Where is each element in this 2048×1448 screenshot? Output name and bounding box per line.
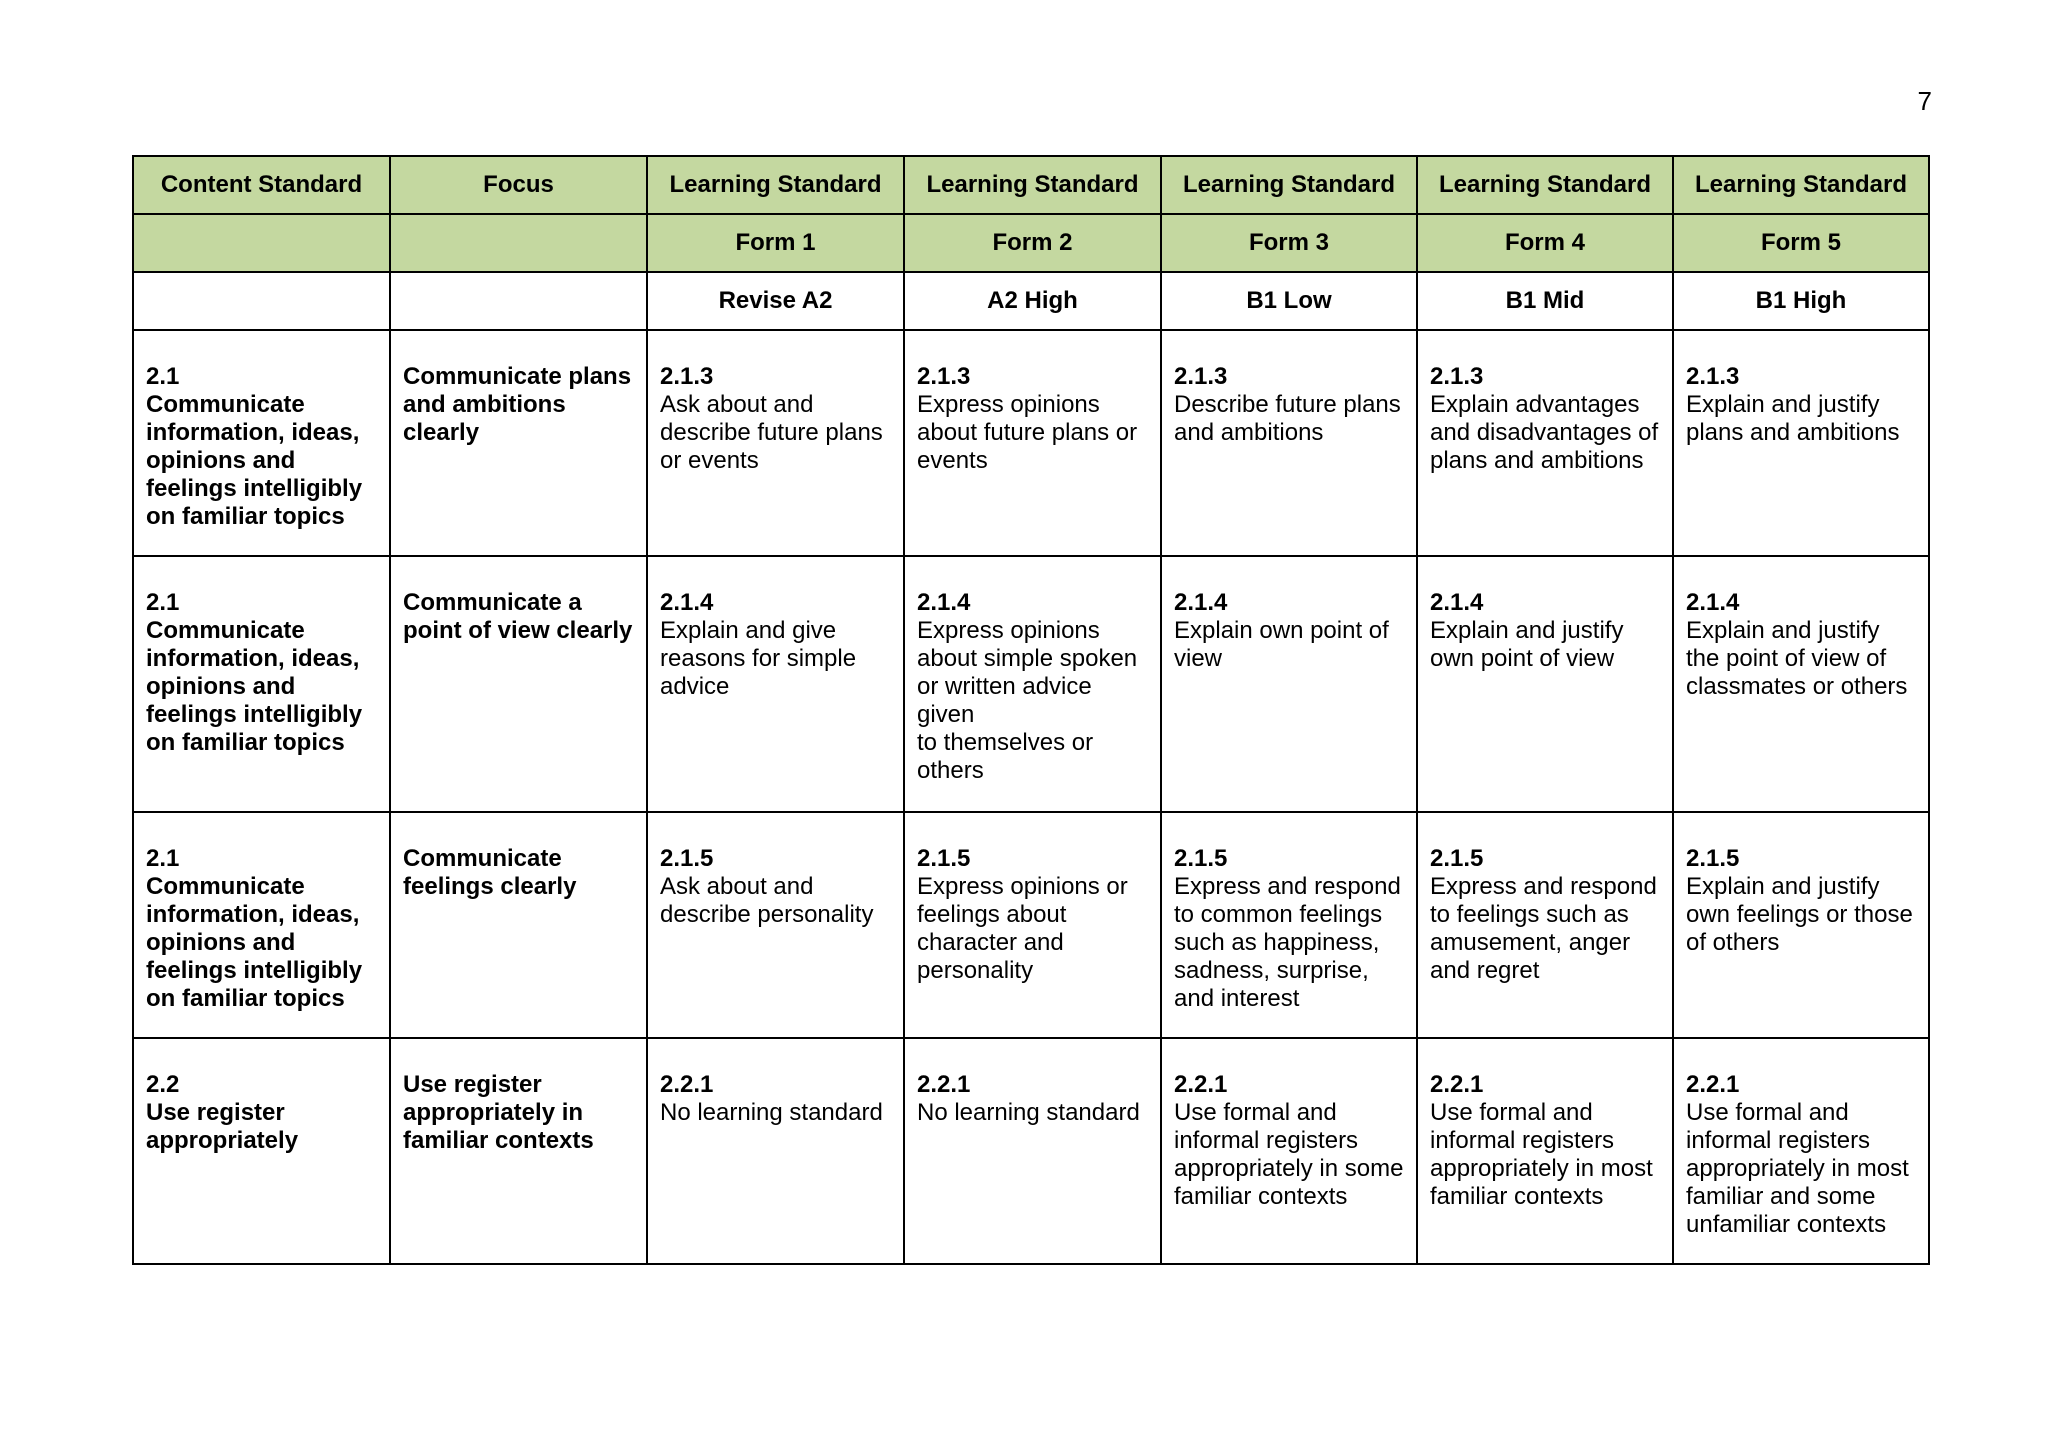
learning-standard-text: Explain advantages and disadvantages of plans and ambitions <box>1430 391 1659 474</box>
learning-standard-cell <box>647 556 904 812</box>
learning-standard-text: Express opinions about future plans or events <box>917 391 1138 474</box>
level-label: A2 High <box>904 272 1161 330</box>
learning-standard-cell <box>647 812 904 1038</box>
learning-standard-code: 2.1.5 <box>1430 845 1484 872</box>
learning-standard-code: 2.1.3 <box>1686 363 1740 390</box>
form-label: Form 3 <box>1161 214 1417 272</box>
level-row-empty <box>133 272 390 330</box>
form-label: Form 2 <box>904 214 1161 272</box>
learning-standard-code: 2.1.4 <box>917 589 971 616</box>
header-row <box>133 156 1929 214</box>
learning-standard-text: No learning standard <box>917 1099 1140 1126</box>
focus-cell <box>390 1038 647 1264</box>
header-learning-standard: Learning Standard <box>647 156 904 214</box>
content-standard-text: Communicate information, ideas, opinions and feelings intelligibly on familiar topics <box>146 617 363 756</box>
learning-standard-text: Explain and justify own point of view <box>1430 617 1624 672</box>
focus-cell <box>390 330 647 556</box>
learning-standard-code: 2.1.3 <box>1430 363 1484 390</box>
learning-standard-text: Explain and give reasons for simple advice <box>660 617 857 700</box>
learning-standard-code: 2.2.1 <box>1174 1071 1228 1098</box>
header-learning-standard: Learning Standard <box>1417 156 1673 214</box>
form-label: Form 4 <box>1417 214 1673 272</box>
learning-standards-table <box>132 155 1930 1265</box>
level-label: B1 High <box>1673 272 1929 330</box>
header-learning-standard: Learning Standard <box>1161 156 1417 214</box>
learning-standard-cell <box>1161 330 1417 556</box>
content-standard-code: 2.1 <box>146 589 180 616</box>
table-row <box>133 556 1929 812</box>
learning-standard-text: Ask about and describe personality <box>660 873 874 928</box>
learning-standard-code: 2.1.5 <box>1174 845 1228 872</box>
learning-standard-text: Ask about and describe future plans or events <box>660 391 883 474</box>
learning-standard-text: Explain own point of view <box>1174 617 1389 672</box>
learning-standard-cell <box>1161 556 1417 812</box>
learning-standard-text: Express opinions or feelings about character and personality <box>917 873 1128 984</box>
focus-cell <box>390 812 647 1038</box>
table-row <box>133 330 1929 556</box>
learning-standard-text: No learning standard <box>660 1099 883 1126</box>
learning-standard-cell <box>647 330 904 556</box>
focus-text: Communicate plans and ambitions clearly <box>403 363 632 446</box>
content-standard-cell <box>133 812 390 1038</box>
learning-standard-code: 2.2.1 <box>660 1071 714 1098</box>
content-standard-text: Communicate information, ideas, opinions and feelings intelligibly on familiar topics <box>146 873 363 1012</box>
learning-standard-cell <box>904 556 1161 812</box>
learning-standard-cell <box>1673 812 1929 1038</box>
learning-standard-code: 2.1.3 <box>660 363 714 390</box>
focus-text: Communicate feelings clearly <box>403 845 577 900</box>
learning-standard-code: 2.1.4 <box>1174 589 1228 616</box>
learning-standard-cell <box>1417 556 1673 812</box>
learning-standard-cell <box>1417 812 1673 1038</box>
level-label: B1 Low <box>1161 272 1417 330</box>
focus-text: Communicate a point of view clearly <box>403 589 633 644</box>
learning-standard-text: Use formal and informal registers appropriately in some familiar contexts <box>1174 1099 1404 1210</box>
form-row-empty <box>133 214 390 272</box>
header-learning-standard: Learning Standard <box>904 156 1161 214</box>
learning-standard-code: 2.1.4 <box>660 589 714 616</box>
content-standard-text: Use register appropriately <box>146 1099 299 1154</box>
learning-standard-code: 2.1.5 <box>917 845 971 872</box>
learning-standard-text: Use formal and informal registers appropriately in most familiar contexts <box>1430 1099 1653 1210</box>
learning-standard-code: 2.1.3 <box>1174 363 1228 390</box>
content-standard-cell <box>133 330 390 556</box>
learning-standard-code: 2.1.5 <box>1686 845 1740 872</box>
learning-standard-code: 2.1.3 <box>917 363 971 390</box>
learning-standard-cell <box>1673 1038 1929 1264</box>
learning-standard-cell <box>1673 556 1929 812</box>
content-standard-cell <box>133 1038 390 1264</box>
content-standard-code: 2.1 <box>146 363 180 390</box>
learning-standard-code: 2.2.1 <box>1430 1071 1484 1098</box>
learning-standard-cell <box>904 1038 1161 1264</box>
learning-standard-cell <box>904 330 1161 556</box>
learning-standard-cell <box>1417 1038 1673 1264</box>
learning-standard-text: Describe future plans and ambitions <box>1174 391 1401 446</box>
page-number: 7 <box>1917 86 1932 116</box>
learning-standard-code: 2.1.4 <box>1430 589 1484 616</box>
content-standard-code: 2.2 <box>146 1071 180 1098</box>
learning-standard-cell <box>1161 1038 1417 1264</box>
table-row <box>133 812 1929 1038</box>
learning-standard-text: Express and respond to common feelings such as happiness, sadness, surprise, and interest <box>1174 873 1401 1012</box>
learning-standard-cell <box>1417 330 1673 556</box>
level-label: B1 Mid <box>1417 272 1673 330</box>
header-focus: Focus <box>390 156 647 214</box>
learning-standard-text: Explain and justify the point of view of classmates or others <box>1686 617 1908 700</box>
learning-standard-cell <box>647 1038 904 1264</box>
header-learning-standard: Learning Standard <box>1673 156 1929 214</box>
learning-standard-text: Explain and justify plans and ambitions <box>1686 391 1900 446</box>
learning-standard-cell <box>904 812 1161 1038</box>
form-row <box>133 214 1929 272</box>
learning-standard-code: 2.2.1 <box>917 1071 971 1098</box>
learning-standard-text: Explain and justify own feelings or those of others <box>1686 873 1913 956</box>
table-row <box>133 1038 1929 1264</box>
content-standard-code: 2.1 <box>146 845 180 872</box>
level-row <box>133 272 1929 330</box>
learning-standard-text: Use formal and informal registers appropriately in most familiar and some unfamiliar contexts <box>1686 1099 1909 1238</box>
learning-standard-code: 2.1.4 <box>1686 589 1740 616</box>
level-row-empty <box>390 272 647 330</box>
learning-standard-code: 2.1.5 <box>660 845 714 872</box>
focus-cell <box>390 556 647 812</box>
learning-standard-text: Express opinions about simple spoken or written advice given to themselves or others <box>917 617 1138 784</box>
form-label: Form 5 <box>1673 214 1929 272</box>
content-standard-text: Communicate information, ideas, opinions and feelings intelligibly on familiar topics <box>146 391 363 530</box>
learning-standard-cell <box>1673 330 1929 556</box>
content-standard-cell <box>133 556 390 812</box>
header-content-standard: Content Standard <box>133 156 390 214</box>
form-row-empty <box>390 214 647 272</box>
focus-text: Use register appropriately in familiar contexts <box>403 1071 594 1154</box>
level-label: Revise A2 <box>647 272 904 330</box>
learning-standard-text: Express and respond to feelings such as amusement, anger and regret <box>1430 873 1657 984</box>
form-label: Form 1 <box>647 214 904 272</box>
learning-standard-code: 2.2.1 <box>1686 1071 1740 1098</box>
learning-standard-cell <box>1161 812 1417 1038</box>
